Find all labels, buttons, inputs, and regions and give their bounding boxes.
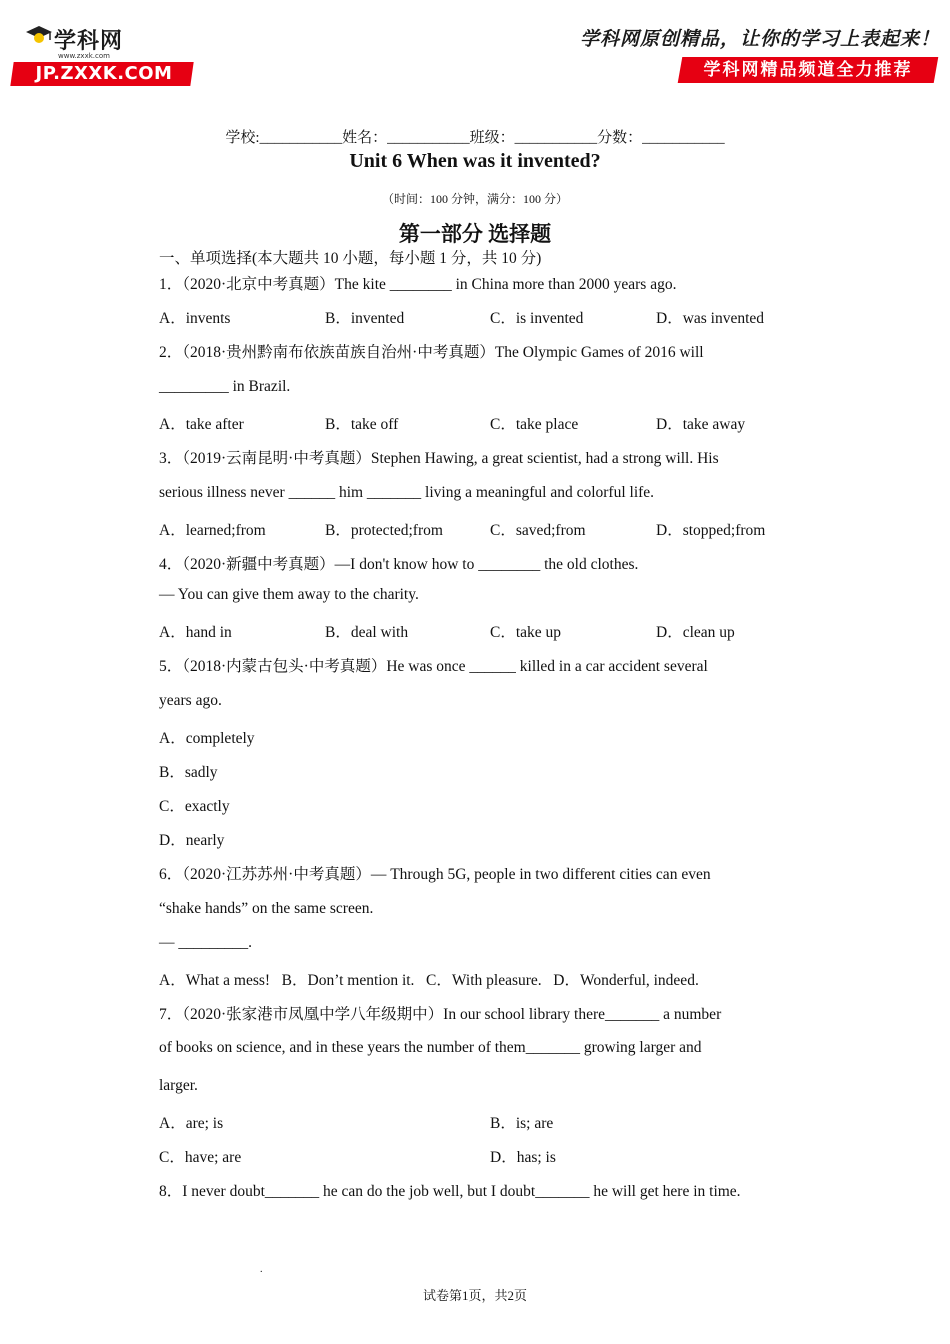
q7-option-c[interactable]: C．have; are bbox=[159, 1149, 242, 1166]
q1-option-c[interactable]: C．is invented bbox=[490, 310, 584, 327]
slogan: 学科网原创精品，让你的学习上表起来！ bbox=[579, 28, 940, 50]
logo-url: www.zxxk.com bbox=[58, 52, 110, 60]
q1-option-a[interactable]: A．invents bbox=[159, 310, 231, 327]
q1-option-b[interactable]: B．invented bbox=[325, 310, 405, 327]
q4-option-c[interactable]: C．take up bbox=[490, 624, 562, 641]
q3-option-c[interactable]: C．saved;from bbox=[490, 522, 586, 539]
banner-text: 学科网精品频道全力推荐 bbox=[703, 60, 913, 80]
q6-stem-1: 6．（2020·江苏苏州·中考真题）— Through 5G, people in two different cities can even bbox=[159, 866, 711, 883]
graduation-cap-icon bbox=[24, 26, 54, 44]
q5-stem-2: years ago. bbox=[159, 692, 222, 709]
q5-option-c[interactable]: C．exactly bbox=[159, 798, 230, 815]
q1-option-d[interactable]: D．was invented bbox=[656, 310, 765, 327]
logo-text: 学科网 bbox=[54, 29, 124, 54]
student-info-line: 学校:___________姓名：___________班级：___________分数：___________ bbox=[225, 130, 725, 146]
q8-stem-1: 8．I never doubt_______ he can do the job well, but I doubt_______ he will get here in time. bbox=[159, 1183, 741, 1200]
q7-stem-2: of books on science, and in these years the number of them_______ growing larger and bbox=[159, 1039, 702, 1056]
logo-badge-text: JP.ZXXK.COM bbox=[35, 63, 173, 84]
q7-stem-3: larger. bbox=[159, 1077, 198, 1094]
q3-option-d[interactable]: D．stopped;from bbox=[656, 522, 766, 539]
section-title: 一、单项选择(本大题共 10 小题，每小题 1 分，共 10 分) bbox=[159, 250, 542, 267]
q2-stem-2: _________ in Brazil. bbox=[159, 378, 291, 395]
q3-option-b[interactable]: B．protected;from bbox=[325, 522, 443, 539]
q5-stem-1: 5．（2018·内蒙古包头·中考真题）He was once ______ killed in a car accident several bbox=[159, 658, 708, 675]
q7-option-d[interactable]: D．has; is bbox=[490, 1149, 556, 1166]
q7-stem-1: 7．（2020·张家港市凤凰中学八年级期中）In our school library there_______ a number bbox=[159, 1006, 722, 1023]
q7-option-a[interactable]: A．are; is bbox=[159, 1115, 224, 1132]
q2-option-d[interactable]: D．take away bbox=[656, 416, 746, 433]
q6-stem-3: — _________. bbox=[159, 934, 252, 951]
q6-stem-2: “shake hands” on the same screen. bbox=[159, 900, 374, 917]
q3-stem-2: serious illness never ______ him _______ living a meaningful and colorful life. bbox=[159, 484, 655, 501]
q2-stem-1: 2．（2018·贵州黔南布依族苗族自治州·中考真题）The Olympic Games of 2016 will bbox=[159, 344, 704, 361]
time-note: （时间：100 分钟，满分：100 分） bbox=[381, 192, 568, 206]
q6-options[interactable]: A．What a mess! B．Don’t mention it. C．With pleasure. D．Wonderful, indeed. bbox=[159, 972, 699, 989]
q3-option-a[interactable]: A．learned;from bbox=[159, 522, 266, 539]
q2-option-a[interactable]: A．take after bbox=[159, 416, 244, 433]
q4-stem-1: 4．（2020·新疆中考真题）—I don't know how to ________ the old clothes. bbox=[159, 556, 639, 573]
q5-option-d[interactable]: D．nearly bbox=[159, 832, 225, 849]
footer-dot: . bbox=[260, 1264, 263, 1275]
q7-option-b[interactable]: B．is; are bbox=[490, 1115, 554, 1132]
page-footer: 试卷第1页，共2页 bbox=[422, 1288, 527, 1303]
q2-option-b[interactable]: B．take off bbox=[325, 416, 399, 433]
logo bbox=[12, 22, 197, 88]
q1-stem: 1．（2020·北京中考真题）The kite ________ in China more than 2000 years ago. bbox=[159, 276, 677, 293]
q5-option-a[interactable]: A．completely bbox=[159, 730, 255, 747]
q3-stem-1: 3．（2019·云南昆明·中考真题）Stephen Hawing, a great scientist, had a strong will. His bbox=[159, 450, 719, 467]
q4-option-a[interactable]: A．hand in bbox=[159, 624, 232, 641]
q4-option-b[interactable]: B．deal with bbox=[325, 624, 409, 641]
part-title: 第一部分 选择题 bbox=[398, 222, 552, 246]
q4-stem-2: — You can give them away to the charity. bbox=[159, 586, 419, 603]
q5-option-b[interactable]: B．sadly bbox=[159, 764, 218, 781]
page-title: Unit 6 When was it invented? bbox=[349, 150, 601, 172]
q2-option-c[interactable]: C．take place bbox=[490, 416, 579, 433]
q4-option-d[interactable]: D．clean up bbox=[656, 624, 735, 641]
